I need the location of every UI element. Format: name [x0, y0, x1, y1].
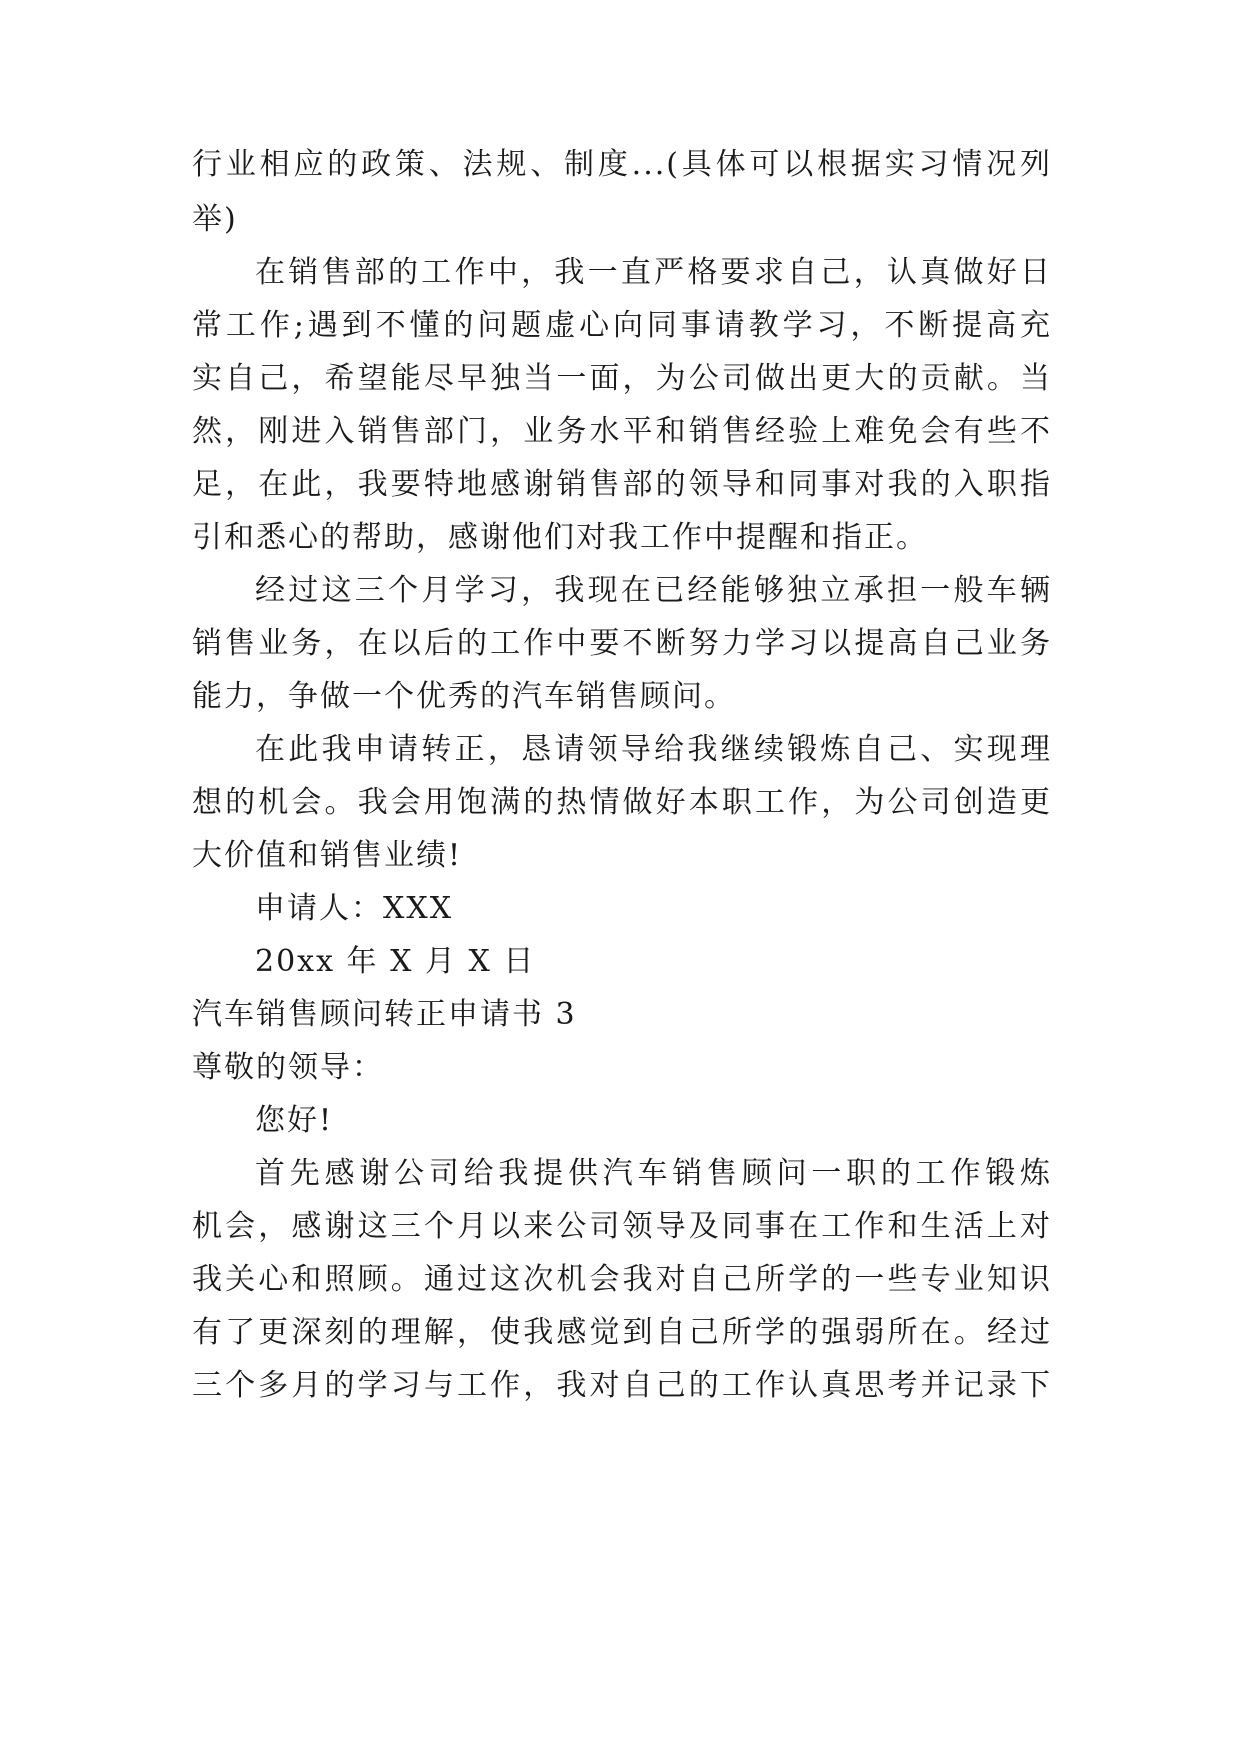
- paragraph-first-line: 在销售部的工作中，我一直严格要求自己，认真做好日: [255, 255, 1052, 290]
- salutation: 尊敬的领导：: [192, 1050, 384, 1085]
- section-title: 汽车销售顾问转正申请书 3: [192, 997, 577, 1032]
- text-line: 足，在此，我要特地感谢销售部的领导和同事对我的入职指: [192, 467, 1052, 502]
- text-line: 能力，争做一个优秀的汽车销售顾问。: [192, 679, 736, 714]
- greeting: 您好!: [255, 1103, 334, 1138]
- text-line: 行业相应的政策、法规、制度...(具体可以根据实习情况列: [192, 147, 1052, 182]
- paragraph-first-line: 经过这三个月学习，我现在已经能够独立承担一般车辆: [255, 573, 1052, 608]
- text-line: 想的机会。我会用饱满的热情做好本职工作，为公司创造更: [192, 785, 1052, 820]
- text-line: 我关心和照顾。通过这次机会我对自己所学的一些专业知识: [192, 1262, 1052, 1297]
- date-line: 20xx 年 X 月 X 日: [255, 944, 536, 979]
- text-line: 机会，感谢这三个月以来公司领导及同事在工作和生活上对: [192, 1209, 1052, 1244]
- text-line: 三个多月的学习与工作，我对自己的工作认真思考并记录下: [192, 1368, 1052, 1403]
- text-line: 销售业务，在以后的工作中要不断努力学习以提高自己业务: [192, 626, 1052, 661]
- applicant-line: 申请人：XXX: [255, 891, 454, 926]
- text-line: 然，刚进入销售部门，业务水平和销售经验上难免会有些不: [192, 414, 1052, 449]
- text-line: 常工作;遇到不懂的问题虚心向同事请教学习，不断提高充: [192, 308, 1052, 343]
- text-line: 举): [192, 202, 238, 237]
- text-line: 大价值和销售业绩!: [192, 838, 463, 873]
- text-line: 实自己，希望能尽早独当一面，为公司做出更大的贡献。当: [192, 361, 1052, 396]
- paragraph-first-line: 首先感谢公司给我提供汽车销售顾问一职的工作锻炼: [255, 1156, 1052, 1191]
- text-line: 引和悉心的帮助，感谢他们对我工作中提醒和指正。: [192, 520, 928, 555]
- text-line: 有了更深刻的理解，使我感觉到自己所学的强弱所在。经过: [192, 1315, 1052, 1350]
- paragraph-first-line: 在此我申请转正，恳请领导给我继续锻炼自己、实现理: [255, 732, 1052, 767]
